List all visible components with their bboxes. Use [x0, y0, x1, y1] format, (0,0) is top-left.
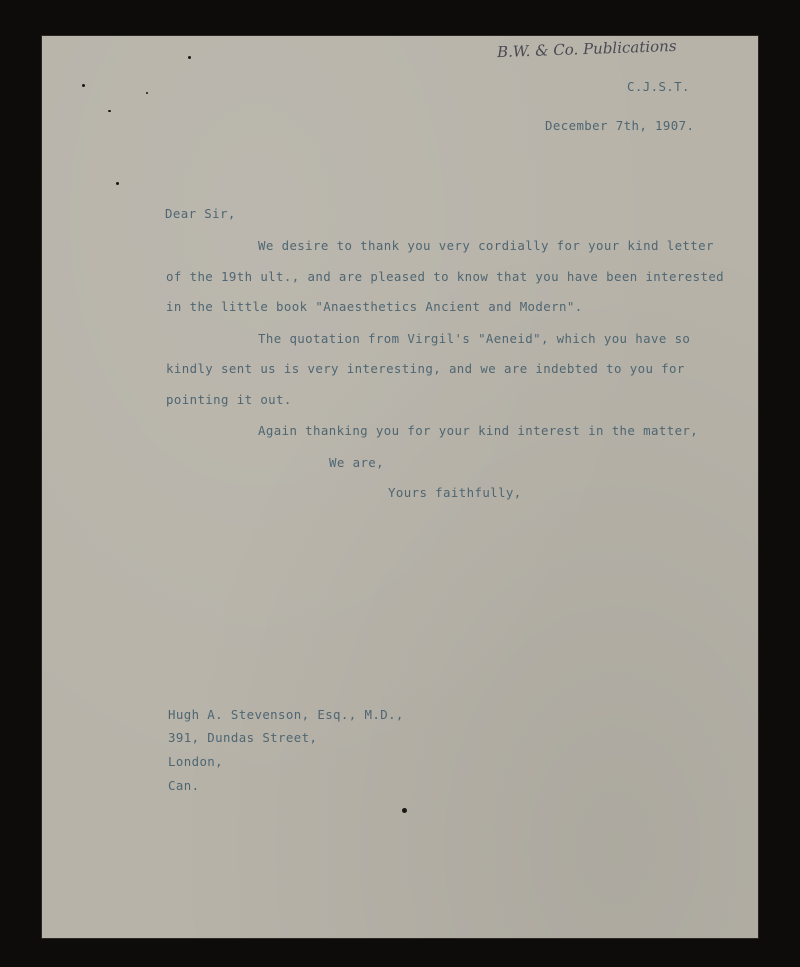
ink-speck — [402, 808, 407, 813]
ink-speck — [146, 92, 148, 94]
ink-speck — [188, 56, 191, 59]
body-line: in the little book "Anaesthetics Ancient and Modern". — [166, 299, 583, 314]
body-line: We desire to thank you very cordially for your kind letter — [258, 238, 714, 253]
body-line: kindly sent us is very interesting, and we are indebted to you for — [166, 361, 685, 376]
body-line: The quotation from Virgil's "Aeneid", which you have so — [258, 331, 691, 346]
ink-speck — [82, 84, 85, 87]
closing-yours-faithfully: Yours faithfully, — [388, 485, 522, 500]
address-line: Hugh A. Stevenson, Esq., M.D., — [168, 707, 404, 722]
address-line: 391, Dundas Street, — [168, 730, 318, 745]
letter-date: December 7th, 1907. — [545, 118, 695, 133]
closing-we-are: We are, — [329, 455, 385, 470]
letter-page — [42, 36, 758, 938]
body-line: of the 19th ult., and are pleased to know that you have been interested — [166, 269, 725, 284]
salutation: Dear Sir, — [165, 206, 236, 221]
handwritten-annotation: B.W. & Co. Publications — [496, 36, 677, 62]
reference-initials: C.J.S.T. — [627, 79, 690, 94]
body-line: Again thanking you for your kind interest in the matter, — [258, 423, 699, 438]
ink-speck — [108, 110, 111, 112]
address-line: London, — [168, 754, 224, 769]
ink-speck — [116, 182, 119, 185]
body-line: pointing it out. — [166, 392, 292, 407]
address-line: Can. — [168, 778, 200, 793]
